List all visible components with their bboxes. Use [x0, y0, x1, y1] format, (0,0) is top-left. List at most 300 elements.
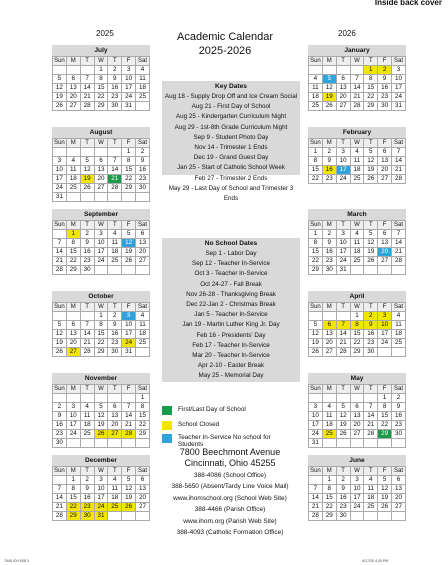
day-cell: 3: [392, 66, 406, 75]
weekday-header: Sun: [54, 468, 65, 474]
key-date-item: Sep 9 - Student Photo Day: [193, 133, 269, 141]
empty-cell: [378, 266, 392, 275]
day-cell: 28: [392, 175, 406, 184]
day-cell: 29: [309, 266, 323, 275]
no-school-item: Sep 1 - Labor Day: [205, 250, 257, 257]
weekday-header: Sat: [392, 385, 406, 394]
key-date-item: Aug 25 - Kindergarten Curriculum Night: [175, 113, 287, 121]
day-cell: 30: [80, 512, 94, 521]
month-april: [308, 291, 406, 357]
weekday-header: Sun: [310, 140, 321, 146]
day-cell: 16: [322, 166, 336, 175]
day-cell: 18: [364, 494, 378, 503]
legend-first-last: [162, 406, 246, 415]
day-cell: 10: [53, 166, 67, 175]
day-cell: 7: [80, 321, 94, 330]
weekday-header: M: [322, 385, 336, 394]
weekday-header: W: [350, 57, 364, 66]
no-school-item: Dec 22-Jan 2 - Christmas Break: [186, 301, 276, 309]
day-cell: 24: [122, 93, 136, 102]
day-cell: 17: [336, 166, 350, 175]
day-cell: 29: [136, 430, 150, 439]
weekday-header: T: [80, 303, 94, 312]
contact-line: www.ihomschool.org (School Web Site): [173, 494, 287, 502]
weekday-header: Sun: [310, 222, 321, 228]
day-cell: 11: [80, 412, 94, 421]
day-cell: 7: [53, 485, 67, 494]
empty-cell: [350, 266, 364, 275]
day-cell: 30: [392, 430, 406, 439]
weekday-header: T: [108, 467, 122, 476]
day-cell: 2: [53, 403, 67, 412]
day-cell: 8: [322, 485, 336, 494]
day-cell: 28: [336, 348, 350, 357]
day-cell: 5: [364, 148, 378, 157]
day-cell: 6: [94, 157, 108, 166]
day-cell: 17: [66, 421, 80, 430]
empty-cell: [108, 193, 122, 202]
day-cell: 11: [309, 84, 323, 93]
weekday-header: W: [94, 139, 108, 148]
day-cell: 3: [94, 476, 108, 485]
weekday-header: M: [322, 303, 336, 312]
month-september: [52, 209, 150, 275]
day-cell: 14: [53, 494, 67, 503]
day-cell: 18: [392, 330, 406, 339]
day-cell: 25: [136, 93, 150, 102]
empty-cell: [53, 66, 67, 75]
day-cell: 15: [378, 412, 392, 421]
day-cell: 22: [378, 421, 392, 430]
day-cell: 13: [378, 157, 392, 166]
day-cell: 4: [136, 312, 150, 321]
day-cell: 3: [94, 230, 108, 239]
contact-line: 388-4086 (School Office): [193, 472, 267, 479]
day-cell: 2: [322, 230, 336, 239]
day-cell: 19: [322, 93, 336, 102]
month-november: [52, 373, 150, 448]
month-june: [308, 455, 406, 521]
day-cell: 15: [122, 166, 136, 175]
day-cell: 7: [122, 403, 136, 412]
day-cell: 27: [392, 503, 406, 512]
no-school-item: Sep 12 - Teacher In-Service: [192, 260, 270, 268]
day-cell: 25: [108, 257, 122, 266]
day-cell: 1: [66, 230, 80, 239]
day-cell: 22: [94, 93, 108, 102]
day-cell: 22: [322, 503, 336, 512]
empty-cell: [108, 439, 122, 448]
day-cell: 29: [94, 102, 108, 111]
empty-cell: [53, 148, 67, 157]
day-cell: 11: [108, 485, 122, 494]
legend-closed: [162, 421, 219, 430]
day-cell: 14: [350, 84, 364, 93]
day-cell: 10: [350, 485, 364, 494]
day-cell: 25: [322, 430, 336, 439]
day-cell: 3: [350, 476, 364, 485]
day-cell: 23: [392, 421, 406, 430]
day-cell: 11: [364, 485, 378, 494]
day-cell: 7: [108, 157, 122, 166]
empty-cell: [94, 148, 108, 157]
day-cell: 13: [136, 239, 150, 248]
day-cell: 7: [53, 239, 67, 248]
day-cell: 10: [122, 75, 136, 84]
day-cell: 23: [108, 93, 122, 102]
day-cell: 22: [350, 339, 364, 348]
day-cell: 9: [108, 75, 122, 84]
day-cell: 19: [364, 248, 378, 257]
weekday-header: M: [66, 467, 80, 476]
day-cell: 14: [53, 248, 67, 257]
empty-cell: [336, 66, 350, 75]
day-cell: 19: [364, 166, 378, 175]
weekday-header: Sat: [136, 303, 150, 312]
weekday-header: Sun: [54, 386, 65, 392]
day-cell: 26: [322, 102, 336, 111]
weekday-header: Sat: [392, 467, 406, 476]
empty-cell: [122, 193, 136, 202]
empty-cell: [378, 439, 392, 448]
day-cell: 25: [392, 339, 406, 348]
day-cell: 11: [108, 239, 122, 248]
day-cell: 11: [392, 321, 406, 330]
day-cell: 13: [378, 239, 392, 248]
day-cell: 23: [322, 257, 336, 266]
weekday-header: Sun: [54, 304, 65, 310]
day-cell: 5: [309, 321, 323, 330]
weekday-header: F: [378, 57, 392, 66]
day-cell: 11: [350, 239, 364, 248]
day-cell: 11: [322, 412, 336, 421]
day-cell: 26: [309, 348, 323, 357]
weekday-header: W: [350, 139, 364, 148]
day-cell: 3: [309, 403, 323, 412]
month-name: September: [52, 209, 150, 220]
day-cell: 6: [350, 403, 364, 412]
day-cell: 25: [108, 503, 122, 512]
empty-cell: [80, 66, 94, 75]
month-august: [52, 127, 150, 202]
weekday-header: T: [336, 139, 350, 148]
empty-cell: [392, 512, 406, 521]
day-cell: 30: [108, 102, 122, 111]
day-cell: 20: [66, 93, 80, 102]
day-cell: 14: [309, 494, 323, 503]
key-date-item: Dec 19 - Grand Guest Day: [193, 154, 269, 162]
empty-cell: [122, 512, 136, 521]
day-cell: 29: [364, 102, 378, 111]
weekday-header: F: [378, 385, 392, 394]
day-cell: 4: [350, 148, 364, 157]
day-cell: 12: [309, 330, 323, 339]
month-name: May: [308, 373, 406, 384]
day-cell: 3: [66, 403, 80, 412]
day-cell: 14: [364, 412, 378, 421]
day-cell: 5: [94, 403, 108, 412]
day-cell: 6: [108, 403, 122, 412]
weekday-header: M: [322, 57, 336, 66]
empty-cell: [378, 512, 392, 521]
day-cell: 13: [336, 84, 350, 93]
day-cell: 1: [136, 394, 150, 403]
day-cell: 4: [136, 66, 150, 75]
weekday-header: T: [364, 221, 378, 230]
day-cell: 27: [136, 503, 150, 512]
day-cell: 22: [136, 421, 150, 430]
day-cell: 12: [122, 239, 136, 248]
day-cell: 14: [80, 84, 94, 93]
day-cell: 22: [66, 257, 80, 266]
day-cell: 2: [108, 66, 122, 75]
page-label: Inside back cover: [374, 0, 442, 7]
day-cell: 24: [66, 430, 80, 439]
day-cell: 9: [53, 412, 67, 421]
day-cell: 23: [108, 339, 122, 348]
day-cell: 2: [364, 312, 378, 321]
day-cell: 18: [322, 421, 336, 430]
day-cell: 7: [80, 75, 94, 84]
day-cell: 12: [53, 84, 67, 93]
contact-line: 388-4093 (Catholic Formation Office): [176, 529, 284, 537]
day-cell: 4: [322, 403, 336, 412]
key-dates-box: [162, 81, 300, 203]
day-cell: 23: [80, 503, 94, 512]
calendar-title: [165, 30, 285, 58]
empty-cell: [364, 439, 378, 448]
empty-cell: [94, 266, 108, 275]
empty-cell: [322, 394, 336, 403]
weekday-header: M: [322, 467, 336, 476]
day-cell: 12: [94, 412, 108, 421]
day-cell: 20: [136, 494, 150, 503]
day-cell: 22: [66, 503, 80, 512]
weekday-header: W: [350, 467, 364, 476]
empty-cell: [80, 394, 94, 403]
weekday-header: M: [322, 139, 336, 148]
weekday-header: T: [336, 303, 350, 312]
day-cell: 6: [322, 321, 336, 330]
day-cell: 19: [378, 494, 392, 503]
day-cell: 29: [378, 430, 392, 439]
day-cell: 21: [108, 175, 122, 184]
no-school-item: Apr 2-10 - Easter Break: [197, 362, 265, 370]
day-cell: 30: [136, 184, 150, 193]
empty-cell: [392, 439, 406, 448]
day-cell: 5: [336, 403, 350, 412]
day-cell: 21: [350, 93, 364, 102]
day-cell: 12: [378, 485, 392, 494]
day-cell: 5: [80, 157, 94, 166]
day-cell: 21: [392, 248, 406, 257]
day-cell: 25: [136, 339, 150, 348]
day-cell: 24: [309, 430, 323, 439]
day-cell: 1: [66, 476, 80, 485]
weekday-header: T: [108, 221, 122, 230]
title-line-2: 2025-2026: [198, 45, 252, 57]
day-cell: 8: [122, 157, 136, 166]
address: [155, 447, 305, 469]
empty-cell: [53, 394, 67, 403]
weekday-header: F: [378, 221, 392, 230]
day-cell: 2: [392, 394, 406, 403]
empty-cell: [350, 439, 364, 448]
day-cell: 30: [336, 512, 350, 521]
day-cell: 19: [122, 248, 136, 257]
key-date-item: Aug 21 - First Day of School: [191, 103, 271, 111]
day-cell: 19: [53, 93, 67, 102]
day-cell: 24: [94, 503, 108, 512]
day-cell: 17: [53, 175, 67, 184]
day-cell: 7: [350, 75, 364, 84]
empty-cell: [66, 193, 80, 202]
day-cell: 20: [136, 248, 150, 257]
weekday-header: W: [94, 57, 108, 66]
day-cell: 3: [336, 148, 350, 157]
weekday-header: T: [80, 221, 94, 230]
day-cell: 6: [136, 230, 150, 239]
day-cell: 27: [322, 348, 336, 357]
day-cell: 21: [392, 166, 406, 175]
day-cell: 14: [336, 330, 350, 339]
day-cell: 9: [80, 239, 94, 248]
day-cell: 18: [108, 248, 122, 257]
day-cell: 24: [350, 503, 364, 512]
weekday-header: Sat: [136, 221, 150, 230]
day-cell: 20: [94, 175, 108, 184]
day-cell: 14: [122, 412, 136, 421]
day-cell: 21: [53, 503, 67, 512]
day-cell: 12: [322, 84, 336, 93]
no-school-item: Oct 3 - Teacher In-Service: [194, 270, 268, 278]
day-cell: 9: [364, 321, 378, 330]
day-cell: 21: [364, 421, 378, 430]
weekday-header: W: [94, 221, 108, 230]
day-cell: 21: [336, 339, 350, 348]
day-cell: 21: [80, 93, 94, 102]
footer-left: 7645 ICH.5X8 3: [4, 559, 29, 563]
day-cell: 2: [322, 148, 336, 157]
day-cell: 18: [108, 494, 122, 503]
day-cell: 9: [322, 157, 336, 166]
day-cell: 15: [94, 84, 108, 93]
day-cell: 9: [336, 485, 350, 494]
weekday-header: W: [350, 385, 364, 394]
day-cell: 16: [80, 248, 94, 257]
weekday-header: M: [322, 221, 336, 230]
day-cell: 25: [66, 184, 80, 193]
day-cell: 15: [94, 330, 108, 339]
day-cell: 29: [66, 512, 80, 521]
day-cell: 17: [122, 330, 136, 339]
day-cell: 4: [80, 403, 94, 412]
day-cell: 12: [364, 157, 378, 166]
weekday-header: T: [80, 467, 94, 476]
no-school-item: Oct 24-27 - Fall Break: [200, 280, 262, 288]
day-cell: 28: [53, 266, 67, 275]
empty-cell: [364, 512, 378, 521]
day-cell: 19: [80, 175, 94, 184]
day-cell: 12: [80, 166, 94, 175]
day-cell: 28: [108, 184, 122, 193]
weekday-header: T: [364, 467, 378, 476]
day-cell: 6: [136, 476, 150, 485]
day-cell: 9: [80, 485, 94, 494]
day-cell: 24: [392, 93, 406, 102]
day-cell: 28: [364, 430, 378, 439]
day-cell: 20: [66, 339, 80, 348]
day-cell: 12: [122, 485, 136, 494]
no-school-item: Feb 16 - Presidents' Day: [196, 331, 266, 339]
day-cell: 17: [378, 330, 392, 339]
weekday-header: F: [378, 139, 392, 148]
day-cell: 19: [309, 339, 323, 348]
no-school-item: May 25 - Memorial Day: [198, 372, 264, 380]
day-cell: 6: [336, 75, 350, 84]
day-cell: 31: [392, 102, 406, 111]
day-cell: 13: [392, 485, 406, 494]
weekday-header: Sat: [392, 57, 406, 66]
day-cell: 8: [364, 75, 378, 84]
day-cell: 28: [80, 102, 94, 111]
empty-cell: [322, 66, 336, 75]
day-cell: 14: [80, 330, 94, 339]
day-cell: 27: [136, 257, 150, 266]
day-cell: 25: [350, 175, 364, 184]
weekday-header: Sat: [136, 139, 150, 148]
day-cell: 22: [309, 257, 323, 266]
day-cell: 27: [378, 257, 392, 266]
weekday-header: M: [66, 221, 80, 230]
day-cell: 13: [108, 412, 122, 421]
day-cell: 22: [94, 339, 108, 348]
weekday-header: F: [122, 221, 136, 230]
weekday-header: Sun: [54, 140, 65, 146]
no-school-box: [162, 238, 300, 382]
day-cell: 1: [309, 230, 323, 239]
weekday-header: T: [336, 385, 350, 394]
day-cell: 13: [66, 330, 80, 339]
month-name: March: [308, 209, 406, 220]
empty-cell: [66, 66, 80, 75]
day-cell: 22: [122, 175, 136, 184]
day-cell: 2: [336, 476, 350, 485]
day-cell: 4: [108, 476, 122, 485]
day-cell: 1: [378, 394, 392, 403]
day-cell: 7: [336, 321, 350, 330]
day-cell: 5: [378, 476, 392, 485]
month-name: October: [52, 291, 150, 302]
day-cell: 29: [94, 348, 108, 357]
empty-cell: [136, 102, 150, 111]
empty-cell: [122, 394, 136, 403]
month-name: July: [52, 45, 150, 56]
empty-cell: [364, 394, 378, 403]
legend-inservice: [162, 434, 272, 448]
day-cell: 21: [309, 503, 323, 512]
day-cell: 21: [53, 257, 67, 266]
no-school-item: Jan 5 - Teacher In-Service: [194, 311, 268, 319]
day-cell: 22: [309, 175, 323, 184]
key-date-item: Aug 29 - 1st-8th Grade Curriculum Night: [174, 123, 288, 131]
day-cell: 19: [94, 421, 108, 430]
empty-cell: [80, 312, 94, 321]
day-cell: 30: [80, 266, 94, 275]
day-cell: 14: [392, 239, 406, 248]
day-cell: 27: [378, 175, 392, 184]
day-cell: 1: [309, 148, 323, 157]
